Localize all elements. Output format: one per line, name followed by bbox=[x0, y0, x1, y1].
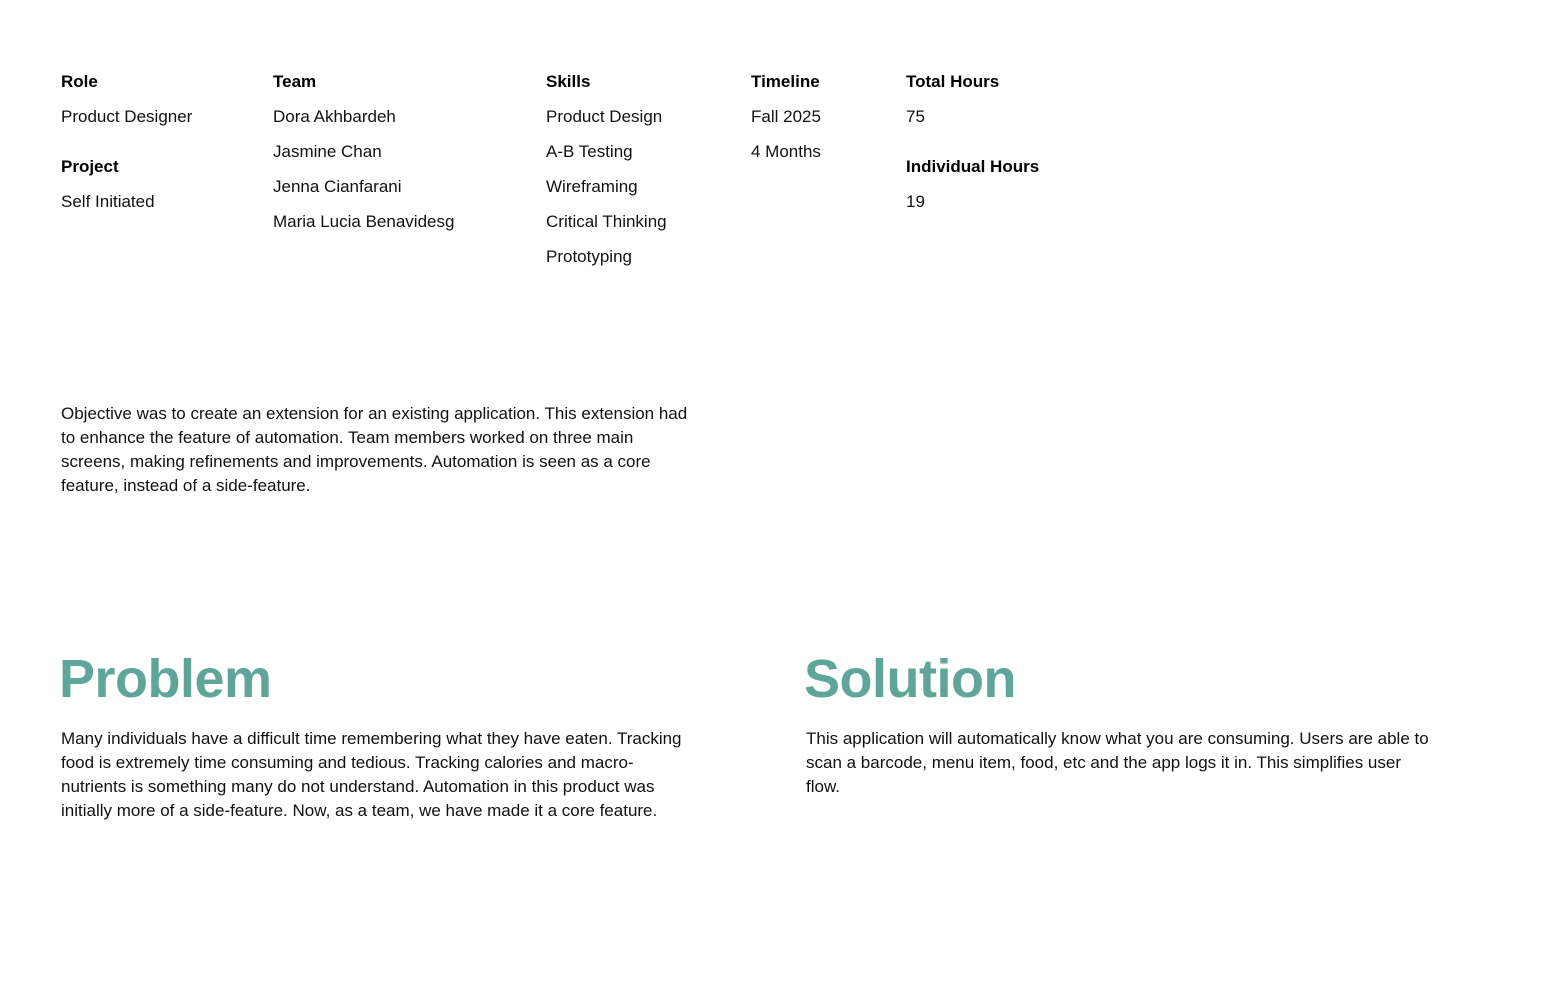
solution-heading: Solution bbox=[804, 649, 1016, 709]
role-label: Role bbox=[61, 72, 98, 91]
team-member: Dora Akhbardeh bbox=[273, 107, 396, 126]
skills-column bbox=[546, 70, 667, 269]
role-project-column bbox=[61, 70, 192, 214]
timeline-item: Fall 2025 bbox=[751, 107, 821, 126]
problem-heading: Problem bbox=[59, 649, 272, 709]
total-hours-label: Total Hours bbox=[906, 72, 1000, 91]
skill-item: Product Design bbox=[546, 107, 663, 126]
individual-hours-value: 19 bbox=[906, 192, 925, 211]
skill-item: A-B Testing bbox=[546, 142, 633, 161]
team-member: Jenna Cianfarani bbox=[273, 177, 402, 196]
role-value: Product Designer bbox=[61, 107, 193, 126]
skill-item: Prototyping bbox=[546, 247, 632, 266]
solution-paragraph: This application will automatically know what you are consuming. Users are able to scan a barcode, menu item, food, etc and the app logs it in. This simplifies user flow. bbox=[806, 729, 1429, 796]
skills-label: Skills bbox=[546, 72, 591, 91]
total-hours-value: 75 bbox=[906, 107, 925, 126]
project-value: Self Initiated bbox=[61, 192, 155, 211]
individual-hours-label: Individual Hours bbox=[906, 157, 1040, 176]
hours-column bbox=[906, 70, 1039, 214]
timeline-column bbox=[751, 70, 821, 164]
team-member: Maria Lucia Benavidesg bbox=[273, 212, 455, 231]
team-column bbox=[273, 70, 454, 234]
team-member: Jasmine Chan bbox=[273, 142, 382, 161]
project-label: Project bbox=[61, 157, 119, 176]
skill-item: Wireframing bbox=[546, 177, 638, 196]
team-label: Team bbox=[273, 72, 317, 91]
problem-paragraph: Many individuals have a difficult time remembering what they have eaten. Tracking food is extremely time consuming and tedious. Tracking calories and macro-nutrients is something many do not understand. Automation in this product was initially more of a side-feature. Now, as a team, we have made it a core feature. bbox=[61, 729, 682, 820]
objective-paragraph: Objective was to create an extension for an existing application. This extension had to enhance the feature of automation. Team members worked on three main screens, making refinements and improvements. Automation is seen as a core feature, instead of a side-feature. bbox=[61, 404, 688, 495]
skill-item: Critical Thinking bbox=[546, 212, 667, 231]
timeline-label: Timeline bbox=[751, 72, 820, 91]
timeline-item: 4 Months bbox=[751, 142, 821, 161]
